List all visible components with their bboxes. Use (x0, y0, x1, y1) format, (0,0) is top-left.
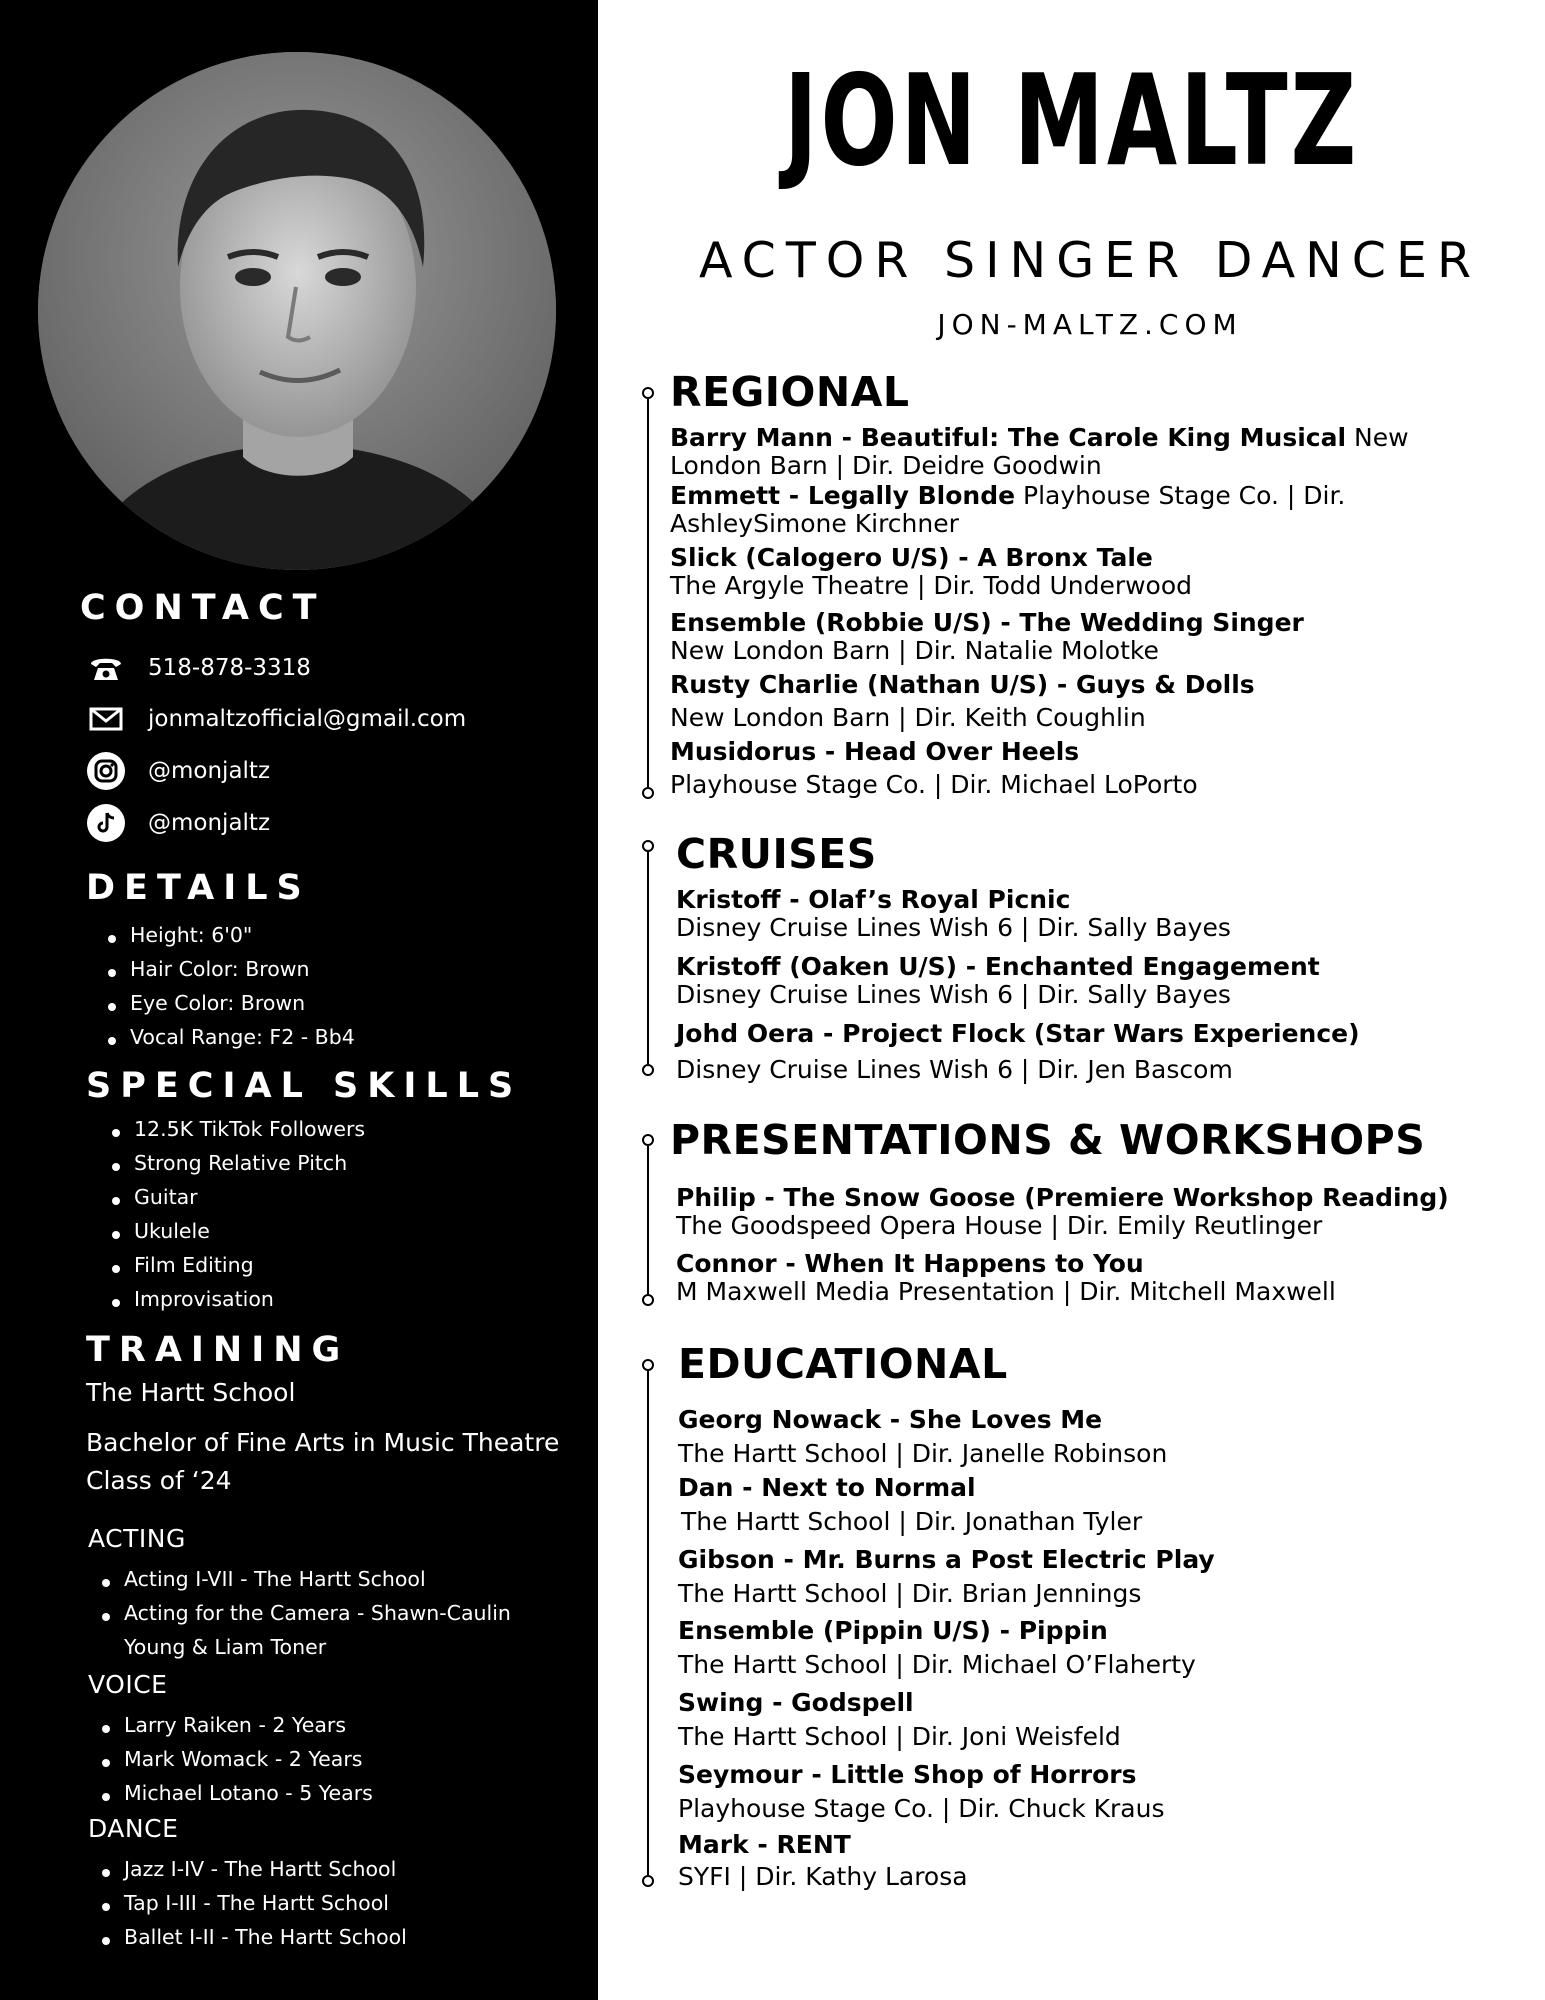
entry-role: Musidorus - Head Over Heels (670, 737, 1080, 766)
training-degree: Bachelor of Fine Arts in Music Theatre (86, 1428, 560, 1457)
entry-role: Barry Mann - Beautiful: The Carole King Musical (670, 423, 1347, 452)
list-item: Improvisation (108, 1282, 365, 1316)
entry-detail: Playhouse Stage Co. | Dir. AshleySimone Kirchner (670, 481, 1346, 538)
entry-detail: The Hartt School | Dir. Joni Weisfeld (678, 1722, 1121, 1751)
tagline: ACTOR SINGER DANCER (698, 232, 1482, 289)
list-item: Michael Lotano - 5 Years (98, 1776, 373, 1810)
regional-entry (670, 609, 1450, 665)
regional-entry (670, 671, 1450, 732)
tiktok-handle[interactable]: @monjaltz (148, 810, 271, 836)
entry-detail: The Hartt School | Dir. Brian Jennings (678, 1579, 1142, 1608)
details-heading: DETAILS (86, 868, 311, 908)
entry-detail: New London Barn | Dir. Deidre Goodwin (670, 423, 1409, 480)
entry-detail: The Argyle Theatre | Dir. Todd Underwood (670, 571, 1193, 600)
website-link[interactable]: JON-MALTZ.COM (937, 308, 1243, 341)
contact-email (86, 698, 466, 740)
list-item: 12.5K TikTok Followers (108, 1112, 365, 1146)
contact-phone (86, 647, 311, 689)
educational-entry (678, 1617, 1458, 1679)
list-item: Acting I-VII - The Hartt School (98, 1562, 558, 1596)
entry-role: Emmett - Legally Blonde (670, 481, 1016, 510)
email-address[interactable]: jonmaltzofficial@gmail.com (148, 706, 467, 732)
contact-tiktok (86, 802, 270, 844)
dance-heading: DANCE (88, 1814, 179, 1843)
voice-heading: VOICE (88, 1670, 168, 1699)
educational-entry (678, 1689, 1458, 1751)
entry-detail: New London Barn | Dir. Natalie Molotke (670, 636, 1159, 665)
list-item: Eye Color: Brown (104, 986, 355, 1020)
entry-role: Ensemble (Robbie U/S) - The Wedding Singer (670, 608, 1304, 637)
acting-list (98, 1562, 558, 1664)
instagram-icon (86, 751, 126, 791)
entry-role: Kristoff (Oaken U/S) - Enchanted Engagement (676, 952, 1320, 981)
entry-role: Swing - Godspell (678, 1688, 914, 1717)
list-item: Strong Relative Pitch (108, 1146, 365, 1180)
cruises-entry (676, 886, 1456, 942)
regional-entry (670, 738, 1450, 799)
dance-list (98, 1852, 407, 1954)
list-item: Height: 6'0" (104, 918, 355, 952)
educational-timeline (642, 1359, 654, 1887)
regional-timeline (642, 387, 654, 799)
mail-icon (86, 699, 126, 739)
entry-detail: The Hartt School | Dir. Michael O’Flaherty (678, 1650, 1196, 1679)
regional-entry (670, 424, 1430, 480)
entry-role: Johd Oera - Project Flock (Star Wars Experience) (676, 1019, 1360, 1048)
cruises-timeline (642, 840, 654, 1076)
entry-role: Philip - The Snow Goose (Premiere Workshop Reading) (676, 1183, 1449, 1212)
entry-detail: Playhouse Stage Co. | Dir. Chuck Kraus (678, 1794, 1165, 1823)
training-heading: TRAINING (86, 1330, 350, 1370)
entry-role: Dan - Next to Normal (678, 1473, 976, 1502)
regional-entry (670, 482, 1390, 538)
special-skills-heading: SPECIAL SKILLS (86, 1066, 523, 1106)
list-item: Tap I-III - The Hartt School (98, 1886, 407, 1920)
entry-detail: M Maxwell Media Presentation | Dir. Mitchell Maxwell (676, 1277, 1336, 1306)
list-item: Guitar (108, 1180, 365, 1214)
educational-entry (678, 1761, 1458, 1823)
entry-role: Connor - When It Happens to You (676, 1249, 1144, 1278)
entry-role: Seymour - Little Shop of Horrors (678, 1760, 1137, 1789)
training-class-of: Class of ‘24 (86, 1466, 232, 1495)
presentations-entry (676, 1184, 1456, 1240)
training-school: The Hartt School (86, 1378, 296, 1407)
entry-role: Mark - RENT (678, 1830, 851, 1859)
entry-detail: Disney Cruise Lines Wish 6 | Dir. Sally Bayes (676, 980, 1231, 1009)
entry-role: Slick (Calogero U/S) - A Bronx Tale (670, 543, 1153, 572)
skills-list (108, 1112, 365, 1316)
list-item: Larry Raiken - 2 Years (98, 1708, 373, 1742)
educational-entry (678, 1474, 1458, 1536)
instagram-handle[interactable]: @monjaltz (148, 758, 271, 784)
contact-heading: CONTACT (80, 588, 326, 628)
educational-entry (678, 1406, 1458, 1468)
educational-entry (678, 1831, 1458, 1891)
entry-role: Ensemble (Pippin U/S) - Pippin (678, 1616, 1108, 1645)
list-item: Mark Womack - 2 Years (98, 1742, 373, 1776)
headshot-photo (38, 52, 556, 570)
voice-list (98, 1708, 373, 1810)
regional-heading: REGIONAL (670, 368, 910, 416)
presentations-timeline (642, 1134, 654, 1306)
name-title: JON MALTZ (783, 47, 1360, 194)
list-item: Ukulele (108, 1214, 365, 1248)
list-item: Acting for the Camera - Shawn-Caulin Young & Liam Toner (98, 1596, 558, 1664)
entry-detail: The Goodspeed Opera House | Dir. Emily Reutlinger (676, 1211, 1323, 1240)
cruises-entry (676, 953, 1456, 1009)
entry-role: Kristoff - Olaf’s Royal Picnic (676, 885, 1071, 914)
entry-role: Georg Nowack - She Loves Me (678, 1405, 1103, 1434)
cruises-entry (676, 1020, 1456, 1084)
tiktok-icon (86, 803, 126, 843)
details-list (104, 918, 355, 1054)
educational-heading: EDUCATIONAL (678, 1340, 1008, 1388)
contact-instagram (86, 750, 270, 792)
list-item: Hair Color: Brown (104, 952, 355, 986)
list-item: Jazz I-IV - The Hartt School (98, 1852, 407, 1886)
entry-detail: Playhouse Stage Co. | Dir. Michael LoPorto (670, 770, 1198, 799)
educational-entry (678, 1546, 1458, 1608)
presentations-entry (676, 1250, 1456, 1306)
presentations-heading: PRESENTATIONS & WORKSHOPS (670, 1116, 1426, 1164)
entry-detail: Disney Cruise Lines Wish 6 | Dir. Sally Bayes (676, 913, 1231, 942)
entry-detail: New London Barn | Dir. Keith Coughlin (670, 703, 1146, 732)
cruises-heading: CRUISES (676, 830, 877, 878)
entry-role: Rusty Charlie (Nathan U/S) - Guys & Dolls (670, 670, 1255, 699)
entry-detail: The Hartt School | Dir. Jonathan Tyler (681, 1507, 1143, 1536)
acting-heading: ACTING (88, 1524, 186, 1553)
entry-detail: The Hartt School | Dir. Janelle Robinson (678, 1439, 1168, 1468)
entry-role: Gibson - Mr. Burns a Post Electric Play (678, 1545, 1215, 1574)
phone-number[interactable]: 518-878-3318 (148, 655, 311, 681)
entry-detail: Disney Cruise Lines Wish 6 | Dir. Jen Bascom (676, 1055, 1233, 1084)
phone-icon (86, 648, 126, 688)
regional-entry (670, 544, 1450, 600)
entry-detail: SYFI | Dir. Kathy Larosa (678, 1862, 968, 1891)
list-item: Vocal Range: F2 - Bb4 (104, 1020, 355, 1054)
list-item: Film Editing (108, 1248, 365, 1282)
list-item: Ballet I-II - The Hartt School (98, 1920, 407, 1954)
sidebar (0, 0, 598, 2000)
